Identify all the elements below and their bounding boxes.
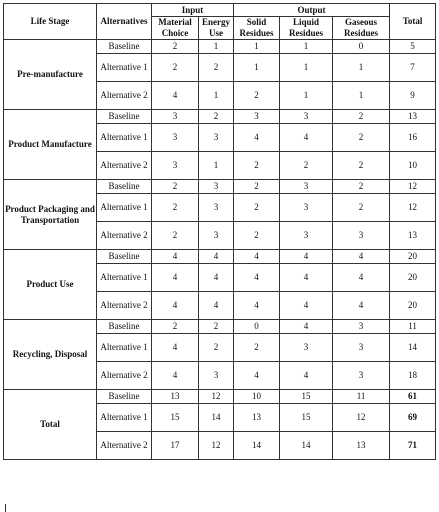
total-cell: 13 [390, 110, 436, 124]
solid-residues-cell: 1 [234, 40, 280, 54]
energy-use-cell: 2 [199, 320, 234, 334]
liquid-residues-cell: 4 [280, 320, 333, 334]
header-input: Input [152, 4, 234, 17]
life-stage-cell: Recycling, Disposal [4, 320, 97, 390]
solid-residues-cell: 2 [234, 82, 280, 110]
energy-use-cell: 3 [199, 222, 234, 250]
material-choice-cell: 4 [152, 250, 199, 264]
material-choice-cell: 3 [152, 152, 199, 180]
solid-residues-cell: 3 [234, 110, 280, 124]
table-row [4, 40, 436, 54]
liquid-residues-cell: 4 [280, 124, 333, 152]
energy-use-cell: 2 [199, 54, 234, 82]
total-cell: 18 [390, 362, 436, 390]
material-choice-cell: 2 [152, 194, 199, 222]
energy-use-cell: 14 [199, 404, 234, 432]
liquid-residues-cell: 2 [280, 152, 333, 180]
energy-use-cell: 1 [199, 152, 234, 180]
solid-residues-cell: 4 [234, 124, 280, 152]
alternative-cell: Alternative 1 [97, 264, 152, 292]
total-cell: 11 [390, 320, 436, 334]
total-cell: 61 [390, 390, 436, 404]
liquid-residues-cell: 4 [280, 264, 333, 292]
table-body [4, 40, 436, 460]
total-cell: 71 [390, 432, 436, 460]
header-total: Total [390, 4, 436, 40]
total-cell: 20 [390, 264, 436, 292]
alternative-cell: Alternative 1 [97, 194, 152, 222]
header-gaseous-residues: Gaseous Residues [333, 17, 390, 40]
energy-use-cell: 4 [199, 264, 234, 292]
solid-residues-cell: 2 [234, 180, 280, 194]
total-cell: 20 [390, 292, 436, 320]
alternative-cell: Alternative 1 [97, 54, 152, 82]
solid-residues-cell: 2 [234, 194, 280, 222]
table-row [4, 320, 436, 334]
header-material-choice: Material Choice [152, 17, 199, 40]
liquid-residues-cell: 3 [280, 222, 333, 250]
material-choice-cell: 2 [152, 40, 199, 54]
solid-residues-cell: 14 [234, 432, 280, 460]
alternative-cell: Baseline [97, 250, 152, 264]
material-choice-cell: 3 [152, 124, 199, 152]
table-row [4, 390, 436, 404]
life-cycle-assessment-table [3, 3, 436, 460]
liquid-residues-cell: 15 [280, 390, 333, 404]
gaseous-residues-cell: 3 [333, 222, 390, 250]
gaseous-residues-cell: 1 [333, 82, 390, 110]
gaseous-residues-cell: 13 [333, 432, 390, 460]
alternative-cell: Alternative 1 [97, 124, 152, 152]
solid-residues-cell: 2 [234, 222, 280, 250]
alternative-cell: Alternative 2 [97, 362, 152, 390]
alternative-cell: Alternative 1 [97, 404, 152, 432]
gaseous-residues-cell: 12 [333, 404, 390, 432]
alternative-cell: Baseline [97, 40, 152, 54]
material-choice-cell: 2 [152, 180, 199, 194]
footer-mark [5, 504, 6, 512]
material-choice-cell: 13 [152, 390, 199, 404]
energy-use-cell: 1 [199, 82, 234, 110]
energy-use-cell: 3 [199, 180, 234, 194]
life-stage-cell: Product Manufacture [4, 110, 97, 180]
energy-use-cell: 3 [199, 362, 234, 390]
life-stage-cell: Product Use [4, 250, 97, 320]
energy-use-cell: 3 [199, 124, 234, 152]
energy-use-cell: 12 [199, 390, 234, 404]
liquid-residues-cell: 1 [280, 82, 333, 110]
gaseous-residues-cell: 4 [333, 292, 390, 320]
solid-residues-cell: 0 [234, 320, 280, 334]
material-choice-cell: 2 [152, 222, 199, 250]
alternative-cell: Alternative 2 [97, 292, 152, 320]
table-row [4, 180, 436, 194]
liquid-residues-cell: 3 [280, 334, 333, 362]
material-choice-cell: 4 [152, 264, 199, 292]
table-row [4, 250, 436, 264]
solid-residues-cell: 4 [234, 362, 280, 390]
material-choice-cell: 3 [152, 110, 199, 124]
energy-use-cell: 12 [199, 432, 234, 460]
gaseous-residues-cell: 3 [333, 334, 390, 362]
gaseous-residues-cell: 1 [333, 54, 390, 82]
gaseous-residues-cell: 4 [333, 264, 390, 292]
total-cell: 14 [390, 334, 436, 362]
life-stage-cell: Pre-manufacture [4, 40, 97, 110]
gaseous-residues-cell: 2 [333, 194, 390, 222]
total-cell: 69 [390, 404, 436, 432]
header-alternatives: Alternatives [97, 4, 152, 40]
gaseous-residues-cell: 3 [333, 320, 390, 334]
alternative-cell: Baseline [97, 320, 152, 334]
total-cell: 16 [390, 124, 436, 152]
energy-use-cell: 1 [199, 40, 234, 54]
liquid-residues-cell: 15 [280, 404, 333, 432]
total-cell: 13 [390, 222, 436, 250]
solid-residues-cell: 4 [234, 264, 280, 292]
total-cell: 7 [390, 54, 436, 82]
liquid-residues-cell: 3 [280, 194, 333, 222]
alternative-cell: Alternative 2 [97, 222, 152, 250]
life-stage-cell: Product Packaging and Transportation [4, 180, 97, 250]
energy-use-cell: 2 [199, 110, 234, 124]
liquid-residues-cell: 14 [280, 432, 333, 460]
gaseous-residues-cell: 2 [333, 110, 390, 124]
header-output: Output [234, 4, 390, 17]
solid-residues-cell: 2 [234, 334, 280, 362]
header-liquid-residues: Liquid Residues [280, 17, 333, 40]
gaseous-residues-cell: 11 [333, 390, 390, 404]
alternative-cell: Baseline [97, 110, 152, 124]
total-cell: 20 [390, 250, 436, 264]
gaseous-residues-cell: 4 [333, 250, 390, 264]
alternative-cell: Baseline [97, 390, 152, 404]
liquid-residues-cell: 1 [280, 54, 333, 82]
gaseous-residues-cell: 2 [333, 124, 390, 152]
solid-residues-cell: 4 [234, 292, 280, 320]
solid-residues-cell: 13 [234, 404, 280, 432]
energy-use-cell: 3 [199, 194, 234, 222]
header-energy-use: Energy Use [199, 17, 234, 40]
header-life-stage: Life Stage [4, 4, 97, 40]
energy-use-cell: 2 [199, 334, 234, 362]
liquid-residues-cell: 4 [280, 250, 333, 264]
material-choice-cell: 4 [152, 82, 199, 110]
material-choice-cell: 4 [152, 292, 199, 320]
alternative-cell: Baseline [97, 180, 152, 194]
material-choice-cell: 2 [152, 54, 199, 82]
total-cell: 12 [390, 180, 436, 194]
liquid-residues-cell: 1 [280, 40, 333, 54]
gaseous-residues-cell: 3 [333, 362, 390, 390]
solid-residues-cell: 2 [234, 152, 280, 180]
gaseous-residues-cell: 2 [333, 180, 390, 194]
material-choice-cell: 4 [152, 334, 199, 362]
total-cell: 5 [390, 40, 436, 54]
total-cell: 12 [390, 194, 436, 222]
total-cell: 9 [390, 82, 436, 110]
material-choice-cell: 2 [152, 320, 199, 334]
liquid-residues-cell: 4 [280, 292, 333, 320]
header-solid-residues: Solid Residues [234, 17, 280, 40]
alternative-cell: Alternative 1 [97, 334, 152, 362]
alternative-cell: Alternative 2 [97, 152, 152, 180]
material-choice-cell: 15 [152, 404, 199, 432]
material-choice-cell: 17 [152, 432, 199, 460]
liquid-residues-cell: 3 [280, 110, 333, 124]
gaseous-residues-cell: 2 [333, 152, 390, 180]
alternative-cell: Alternative 2 [97, 432, 152, 460]
header-row-1 [4, 4, 436, 17]
solid-residues-cell: 1 [234, 54, 280, 82]
solid-residues-cell: 4 [234, 250, 280, 264]
alternative-cell: Alternative 2 [97, 82, 152, 110]
liquid-residues-cell: 3 [280, 180, 333, 194]
table-row [4, 110, 436, 124]
material-choice-cell: 4 [152, 362, 199, 390]
energy-use-cell: 4 [199, 250, 234, 264]
liquid-residues-cell: 4 [280, 362, 333, 390]
total-cell: 10 [390, 152, 436, 180]
solid-residues-cell: 10 [234, 390, 280, 404]
energy-use-cell: 4 [199, 292, 234, 320]
life-stage-cell: Total [4, 390, 97, 460]
gaseous-residues-cell: 0 [333, 40, 390, 54]
document-table-wrapper [3, 3, 436, 460]
